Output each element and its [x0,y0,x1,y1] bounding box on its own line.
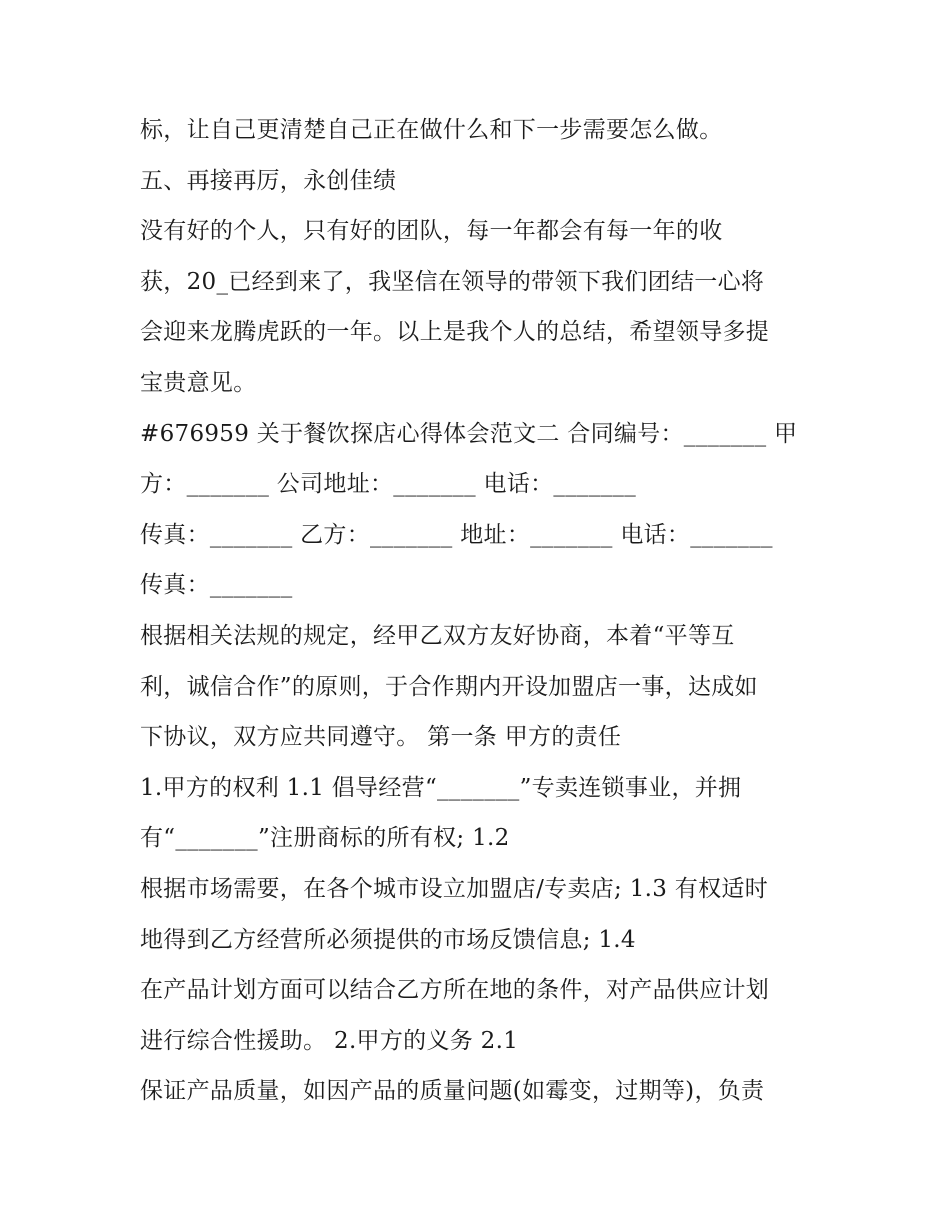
text-line-5: 会迎来龙腾虎跃的一年。以上是我个人的总结，希望领导多提 [140,319,770,345]
text-line-18: 在产品计划方面可以结合乙方所在地的条件，对产品供应计划 [140,977,770,1003]
fax-line: 传真：_______ [140,572,293,598]
text-line-14: 1.甲方的权利 1.1 倡导经营“_______”专卖连锁事业，并拥 [140,775,742,801]
text-line-6: 宝贵意见。 [140,370,257,396]
text-line-17: 地得到乙方经营所必须提供的市场反馈信息; 1.4 [140,927,636,953]
text-line-12: 利，诚信合作”的原则，于合作期内开设加盟店一事，达成如 [140,674,758,700]
text-line-19: 进行综合性援助。 2.甲方的义务 2.1 [140,1028,519,1054]
text-line-4: 获，20_已经到来了，我坚信在领导的带领下我们团结一心将 [140,269,765,295]
text-line-1: 标，让自己更清楚自己正在做什么和下一步需要怎么做。 [140,117,723,143]
party-a-line: 方：_______ 公司地址：_______ 电话：_______ [140,471,637,497]
party-b-line: 传真：_______ 乙方：_______ 地址：_______ 电话：_______ [140,522,773,548]
text-line-11: 根据相关法规的规定，经甲乙双方友好协商，本着“平等互 [140,623,735,649]
text-line-3: 没有好的个人，只有好的团队，每一年都会有每一年的收 [140,218,723,244]
text-line-20: 保证产品质量，如因产品的质量问题(如霉变，过期等)，负责 [140,1078,765,1104]
text-line-15: 有“_______”注册商标的所有权; 1.2 [140,825,510,851]
section-heading: 五、再接再厉，永创佳绩 [140,168,397,194]
text-line-13: 下协议，双方应共同遵守。 第一条 甲方的责任 [140,724,622,750]
contract-title-line: #676959 关于餐饮探店心得体会范文二 合同编号：_______ 甲 [140,421,798,447]
text-line-16: 根据市场需要，在各个城市设立加盟店/专卖店; 1.3 有权适时 [140,876,768,902]
